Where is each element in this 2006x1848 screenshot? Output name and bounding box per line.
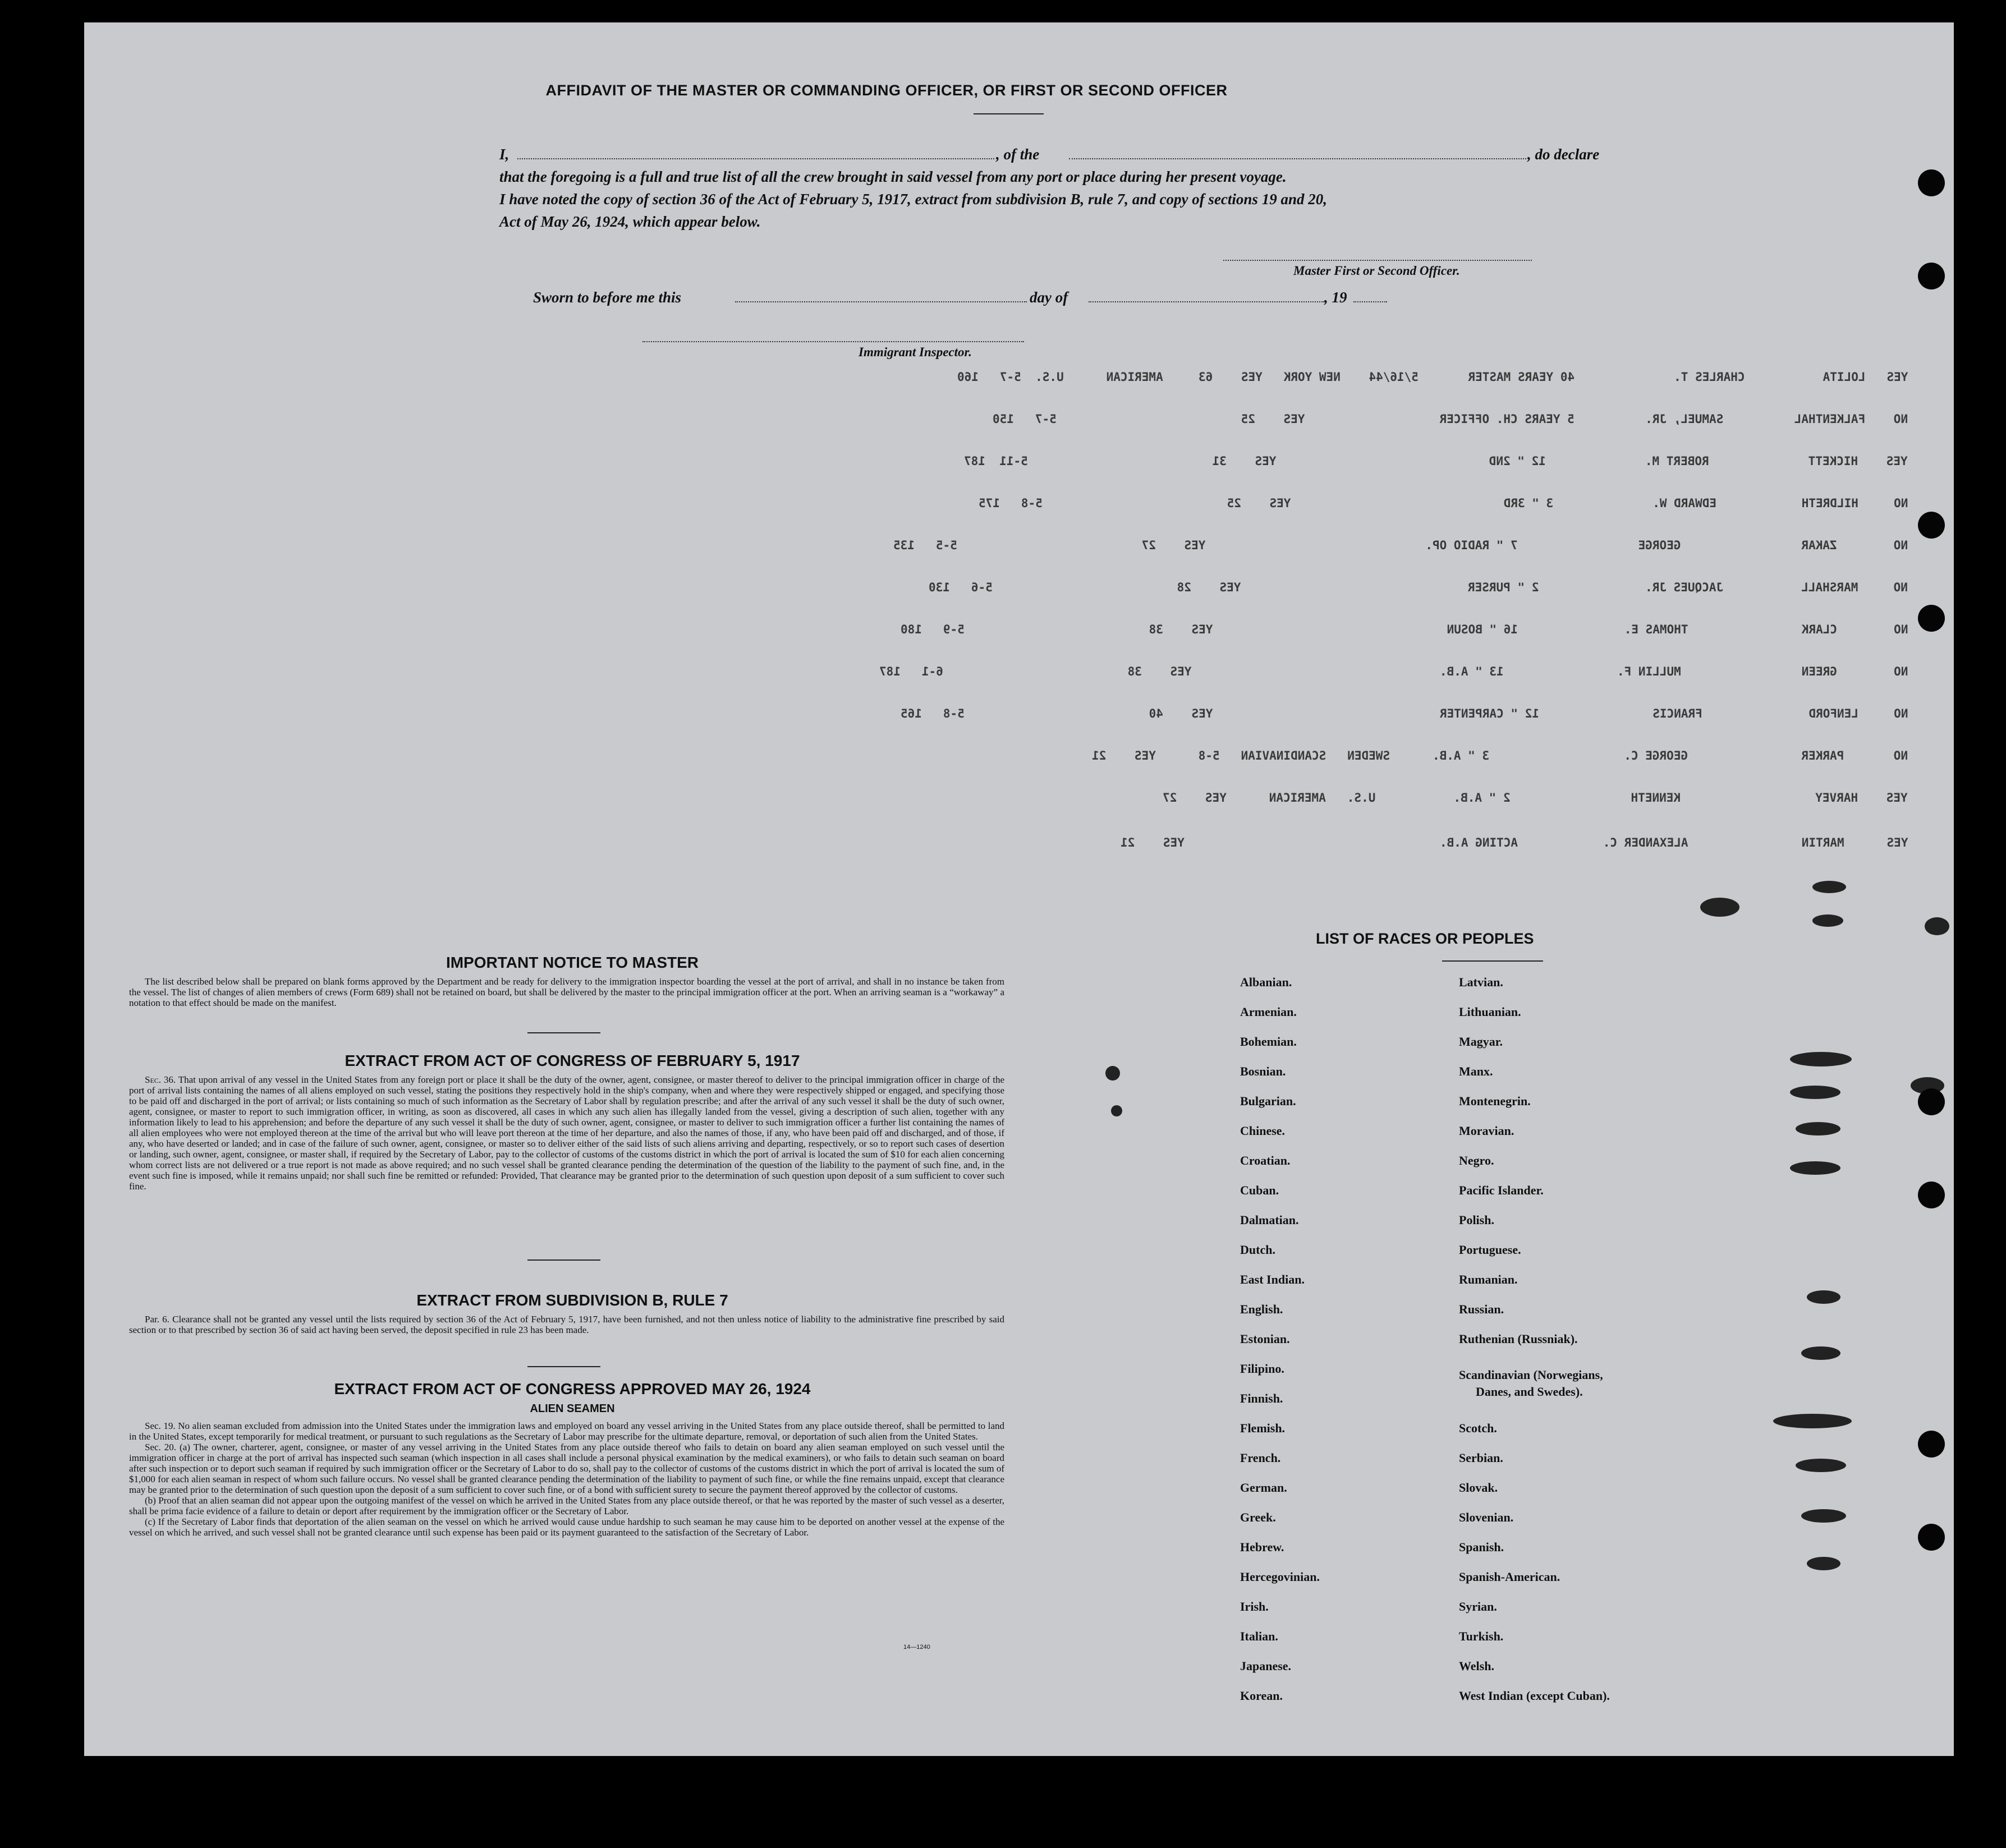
affidavit-line1-mid: , of the (996, 146, 1040, 163)
ghost-row: YES HARVEY KENNETH 2 " A.B. U.S. AMERICAN YES 27 (1163, 791, 1908, 805)
ink-smudge (1807, 1290, 1840, 1304)
race-item: German. (1240, 1481, 1287, 1495)
race-item: French. (1240, 1451, 1281, 1465)
rule7-rule (527, 1366, 600, 1367)
race-item: Armenian. (1240, 1005, 1297, 1019)
sec-19-text: Sec. 19. No alien seaman excluded from admission into the United States under the immigration laws and employed on board any vessel arriving in the United States from any place outside thereof, shall be permitted to land in the United States, except temporarily for medical treatment, or pursuant to such regulations as the Secretary of Labor may prescribe for the ultimate departure, removal, or deportation of such alien from the United States. (129, 1421, 1004, 1442)
race-item: Greek. (1240, 1510, 1276, 1524)
rule7-text (129, 1314, 1004, 1335)
race-item: Bosnian. (1240, 1064, 1286, 1078)
race-item: Spanish. (1459, 1540, 1504, 1554)
ink-smudge (1812, 881, 1846, 893)
race-item: Latvian. (1459, 975, 1503, 989)
ink-smudge (1801, 1346, 1840, 1360)
sworn-day-blank (735, 301, 1027, 302)
affidavit-title: AFFIDAVIT OF THE MASTER OR COMMANDING OFFICER, OR FIRST OR SECOND OFFICER (545, 82, 1228, 99)
ink-smudge (1790, 1086, 1840, 1099)
ghost-row: YES MARTIN ALEXANDER C. ACTING A.B. YES 21 (1120, 836, 1908, 849)
vessel-blank (1069, 158, 1526, 159)
race-item: English. (1240, 1302, 1283, 1316)
ink-smudge (1796, 1122, 1840, 1136)
affidavit-line2: that the foregoing is a full and true list of all the crew brought in said vessel from any port or place during her present voyage. (499, 168, 1287, 185)
race-item: Estonian. (1240, 1332, 1290, 1346)
races-title: LIST OF RACES OR PEOPLES (1316, 930, 1534, 947)
race-item: Japanese. (1240, 1659, 1292, 1673)
race-item: Welsh. (1459, 1659, 1494, 1673)
race-item: Slovenian. (1459, 1510, 1514, 1524)
race-item: Portuguese. (1459, 1243, 1521, 1257)
punch-hole (1918, 263, 1945, 289)
sworn-year-blank (1353, 301, 1387, 302)
ghost-row: NO GREEN MULLIN F. 13 " A.B. YES 38 6-1 187 (879, 665, 1908, 678)
race-item: East Indian. (1240, 1272, 1305, 1286)
race-item: Ruthenian (Russniak). (1459, 1332, 1578, 1346)
race-item: Hercegovinian. (1240, 1570, 1320, 1584)
ink-smudge (1925, 917, 1949, 935)
sworn-month-blank (1089, 301, 1324, 302)
race-item: Moravian. (1459, 1124, 1514, 1138)
punch-hole (1918, 1431, 1945, 1458)
race-item: Irish. (1240, 1599, 1269, 1613)
sworn-start: Sworn to before me this (533, 289, 682, 306)
race-item: Serbian. (1459, 1451, 1503, 1465)
race-item: Hebrew. (1240, 1540, 1284, 1554)
ink-smudge (1105, 1066, 1120, 1081)
inspector-line (642, 341, 1024, 342)
ink-smudge (1812, 914, 1843, 927)
sworn-mid: day of (1030, 289, 1068, 306)
ink-smudge (1790, 1161, 1840, 1175)
punch-hole (1918, 605, 1945, 632)
race-item: Manx. (1459, 1064, 1493, 1078)
signature-caption: Master First or Second Officer. (1293, 264, 1460, 278)
sec-36-label: Sec. 36. (145, 1074, 176, 1085)
rule7-paragraph: Par. 6. Clearance shall not be granted any vessel until the lists required by section 36 of the Act of February 5, 1917, have been furnished, and not then unless notice of liability to the administrative fine prescribed by said section or to that prescribed by section 36 of said act having been served, the deposit specified in rule 23 has been made. (129, 1314, 1004, 1335)
race-item: Montenegrin. (1459, 1094, 1531, 1108)
race-item: Dutch. (1240, 1243, 1275, 1257)
ink-smudge (1801, 1509, 1846, 1523)
race-item: Filipino. (1240, 1362, 1284, 1376)
punch-hole (1918, 1088, 1945, 1115)
ghost-row: NO LENFORD FRANCIS 12 " CARPENTER YES 40 5-8 165 (900, 707, 1908, 720)
punch-hole (1918, 169, 1945, 196)
race-item: Turkish. (1459, 1629, 1504, 1643)
ghost-row: NO PARKER GEORGE C. 3 " A.B. SWEDEN SCANDINAVIAN 5-8 YES 21 (1091, 749, 1908, 762)
ghost-row: YES HICKETT ROBERT M. 12 " 2ND YES 31 5-11 187 (964, 454, 1908, 468)
race-item: Pacific Islander. (1459, 1183, 1544, 1197)
rule7-heading: EXTRACT FROM SUBDIVISION B, RULE 7 (416, 1291, 728, 1309)
sec-20c-text: (c) If the Secretary of Labor finds that deportation of the alien seaman on the vessel on which he arrived would cause undue hardship to such seaman he may cause him to be deported on another vessel at the expense of the vessel on which he arrived, and such vessel shall not be granted clearance until such expense has been paid or its payment guaranteed to the satisfaction of the Secretary of Labor. (129, 1516, 1004, 1538)
ink-smudge (1807, 1557, 1840, 1570)
ghost-row: NO MARSHALL JACQUES JR. 2 " PURSER YES 28 5-6 130 (929, 581, 1908, 594)
ghost-row: NO FALKENTHAL SAMUEL, JR. 5 YEARS CH. OFFICER YES 25 5-7 150 (992, 412, 1908, 426)
race-item: Scotch. (1459, 1421, 1497, 1435)
race-item: Finnish. (1240, 1391, 1283, 1405)
affidavit-line1-end: , do declare (1527, 146, 1600, 163)
form-code: 14—1240 (903, 1644, 930, 1651)
race-item: Scandinavian (Norwegians, (1459, 1368, 1603, 1382)
race-item: Magyar. (1459, 1035, 1503, 1049)
race-item: Bulgarian. (1240, 1094, 1296, 1108)
manifest-page (84, 22, 1954, 1756)
sec-20a-text: Sec. 20. (a) The owner, charterer, agent, consignee, or master of any vessel arriving in the United States from any place outside thereof who fails to detain on board any alien seaman employed on such vessel until the immigration officer in charge at the port of arrival has inspected such seaman (which inspection in all cases shall include a personal physical examination by the medical examiners), or who fails to detain such seaman on board after such inspection or to deport such seaman if required by such immigration officer or the Secretary of Labor to do so, shall pay to the collector of customs of the customs district in which the port of arrival is located the sum of $1,000 for each alien seaman in respect of whom such failure occurs. No vessel shall be granted clearance pending the determination of the liability to payment of such fine, or while the fine remains unpaid, except that clearance may be granted prior to the determination of such question upon the deposit of a sum sufficient to cover such fine, or of a bond with sufficient surety to secure the payment thereof approved by the collector of customs. (129, 1442, 1004, 1495)
race-item: Korean. (1240, 1689, 1283, 1703)
ghost-row: NO CLARK THOMAS E. 16 " BOSUN YES 38 5-9 180 (900, 623, 1908, 636)
race-item: Flemish. (1240, 1421, 1286, 1435)
race-item: Rumanian. (1459, 1272, 1518, 1286)
punch-hole (1918, 1524, 1945, 1551)
affidavit-line3: I have noted the copy of section 36 of the Act of February 5, 1917, extract from subdivision B, rule 7, and copy of sections 19 and 20, (499, 191, 1327, 208)
extract-1924-text (129, 1421, 1004, 1538)
ghost-row: YES LOLITA CHARLES T. 40 YEARS MASTER 5/16/44 NEW YORK YES 63 AMERICAN U.S. 5-7 160 (957, 370, 1908, 384)
race-item: Danes, and Swedes). (1476, 1385, 1583, 1399)
punch-hole (1918, 512, 1945, 539)
races-rule (1442, 960, 1543, 962)
affidavit-line4: Act of May 26, 1924, which appear below. (499, 213, 761, 230)
signature-line (1223, 260, 1532, 261)
sec-20b-text: (b) Proof that an alien seaman did not appear upon the outgoing manifest of the vessel on which he arrived in the United States from any place outside thereof, or that he was reported by the master of such vessel as a deserter, shall be prima facie evidence of a failure to detain or deport after requirement by the immigration officer or the Secretary of Labor. (129, 1495, 1004, 1516)
race-item: Croatian. (1240, 1153, 1291, 1167)
race-item: Bohemian. (1240, 1035, 1297, 1049)
punch-hole (1918, 1182, 1945, 1208)
ink-smudge (1773, 1414, 1852, 1428)
ink-smudge (1700, 898, 1739, 917)
race-item: West Indian (except Cuban). (1459, 1689, 1610, 1703)
sec-36-text: That upon arrival of any vessel in the United States from any foreign port or place it shall be the duty of the owner, agent, consignee, or master thereof to deliver to the principal immigration officer in charge of the port of arrival lists containing the names of all aliens employed on such vessel, stating the positions they respectively hold in the ship's company, when and where they were respectively shipped or engaged, and specifying those to be paid off and discharged in the port of arrival; or lists containing so much of such information as the Secretary of Labor shall by regulation prescribe; and after the arrival of any such vessel it shall be the duty of such owner, agent, consignee, or master to report to such immigration officer, in writing, as soon as discovered, all cases in which any such alien has illegally landed from the vessel, giving a description of such alien, together with any information likely to lead to his apprehension; and before the departure of any such vessel it shall be the duty of such owner, agent, consignee, or master to deliver to such immigration officer a further list containing the names of all alien employees who were not employed thereon at the time of the arrival but who will leave port thereon at the time of her departure, and also the names of those, if any, who have been paid off and discharged, and of those, if any, who have deserted or landed; and in case of the failure of such owner, agent, consignee, or master so to deliver either of the said lists of such aliens arriving and departing, respectively, or so to report such cases of desertion or landing, such owner, agent, consignee, or master shall, if required by the Secretary of Labor, pay to the collector of customs of the customs district in which the port of arrival is located the sum of $10 for each alien concerning whom correct lists are not delivered or a true report is not made as above required; and no such vessel shall be granted clearance pending the determination of the question of the liability to the payment of such fine, and, in the event such fine is imposed, while it remains unpaid; nor shall such fine be remitted or refunded: Provided, That clearance may be granted prior to the determination of such question upon deposit of a sum sufficient to cover such fine. (129, 1074, 1004, 1192)
ghost-row: NO ZAKAR GEORGE 7 " RADIO OP. YES 27 5-5 135 (893, 539, 1908, 552)
notice-rule (527, 1032, 600, 1033)
extract-1924-heading: EXTRACT FROM ACT OF CONGRESS APPROVED MAY 26, 1924 (334, 1380, 811, 1398)
ghost-row: NO HILDRETH EDWARD W. 3 " 3RD YES 25 5-8 175 (978, 497, 1908, 510)
alien-seamen-subheading: ALIEN SEAMEN (530, 1403, 615, 1415)
affidavit-line1-start: I, (499, 146, 509, 163)
race-item: Polish. (1459, 1213, 1494, 1227)
race-item: Slovak. (1459, 1481, 1498, 1495)
race-item: Dalmatian. (1240, 1213, 1299, 1227)
notice-text (129, 976, 1004, 1008)
inspector-caption: Immigrant Inspector. (859, 345, 972, 359)
notice-heading: IMPORTANT NOTICE TO MASTER (446, 954, 699, 971)
race-item: Syrian. (1459, 1599, 1497, 1613)
race-item: Negro. (1459, 1153, 1494, 1167)
race-item: Cuban. (1240, 1183, 1279, 1197)
extract-1917-rule (527, 1259, 600, 1261)
ink-smudge (1111, 1105, 1122, 1116)
ink-smudge (1790, 1052, 1852, 1066)
name-blank (517, 158, 994, 159)
race-item: Chinese. (1240, 1124, 1286, 1138)
race-item: Russian. (1459, 1302, 1504, 1316)
race-item: Lithuanian. (1459, 1005, 1521, 1019)
ink-smudge (1796, 1459, 1846, 1472)
title-rule (974, 113, 1044, 114)
race-item: Albanian. (1240, 975, 1292, 989)
sworn-end: , 19 (1324, 289, 1347, 306)
race-item: Spanish-American. (1459, 1570, 1560, 1584)
extract-1917-heading: EXTRACT FROM ACT OF CONGRESS OF FEBRUARY 5, 1917 (345, 1052, 800, 1069)
race-item: Italian. (1240, 1629, 1278, 1643)
extract-1917-text (129, 1074, 1004, 1192)
notice-paragraph: The list described below shall be prepared on blank forms approved by the Department and be ready for delivery to the immigration inspector boarding the vessel at the port of arrival, and shall in no instance be taken from the vessel. The list of changes of alien members of crews (Form 689) shall not be retained on board, but shall be delivered by the master to the principal immigration officer at the port. When an arriving seaman is a “workaway” a notation to that effect should be made on the manifest. (129, 976, 1004, 1008)
